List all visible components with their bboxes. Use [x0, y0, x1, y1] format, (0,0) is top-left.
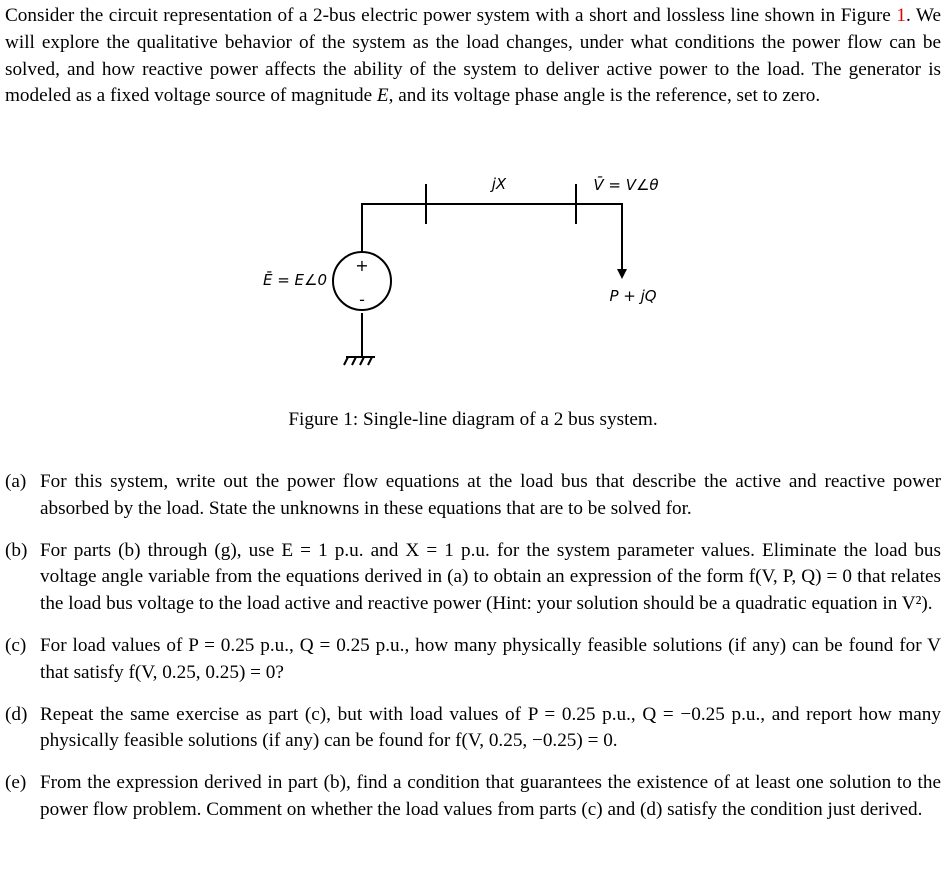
part-label: (d): [5, 703, 28, 725]
load-arrow-icon: [617, 269, 627, 279]
ground-symbol: [344, 313, 375, 365]
part-text: Repeat the same exercise as part (c), but with load values of P = 0.25 p.u., Q = −0.25 p.u., and report how many physically feasible solutions (if any) can be found for f(V, 0.25, −0.25) = 0.: [40, 703, 941, 752]
source-plus-sign: +: [355, 256, 369, 275]
intro-text-end: , and its voltage phase angle is the reference, set to zero.: [388, 85, 821, 107]
question-part-b: [5, 538, 941, 618]
part-text: For parts (b) through (g), use E = 1 p.u. and X = 1 p.u. for the system parameter values. Eliminate the load bus voltage angle variable from the equations derived in (a) to obtain an expression of the form f(V, P, Q) = 0 that relates the load bus voltage to the load active and reactive power (Hint: your solution should be a quadratic equation in V²).: [40, 539, 941, 615]
intro-text-middle: . We will explore the qualitative behavior of the system as the load changes, under what conditions the power flow can be solved, and how reactive power affects the ability of the system to deliver active power to the load. The generator is modeled as a fixed voltage source of magnitude: [5, 5, 941, 107]
part-text: For load values of P = 0.25 p.u., Q = 0.25 p.u., how many physically feasible solutions (if any) can be found for V that satisfy f(V, 0.25, 0.25) = 0?: [40, 634, 941, 683]
figure-reference-link[interactable]: 1: [896, 5, 906, 26]
part-label: (c): [5, 634, 27, 656]
part-text: From the expression derived in part (b), find a condition that guarantees the existence of at least one solution to the power flow problem. Comment on whether the load values from parts (c) and (d) satisfy the condition just derived.: [40, 772, 941, 820]
question-part-a: [5, 469, 941, 523]
part-label: (a): [5, 471, 27, 492]
question-parts-list: [5, 469, 941, 839]
circuit-figure: [5, 3, 941, 430]
part-text: For this system, write out the power flow equations at the load bus that describe the active and reactive power absorbed by the load. State the unknowns in these equations that are to be solved for.: [40, 471, 941, 519]
part-label: (e): [5, 772, 27, 794]
circuit-diagram: [5, 3, 941, 403]
transmission-line-wire: [361, 203, 623, 273]
figure-caption: Figure 1: Single-line diagram of a 2 bus system.: [288, 409, 658, 430]
question-part-d: [5, 702, 941, 756]
question-part-c: [5, 633, 941, 687]
intro-text-start: Consider the circuit representation of a 2-bus electric power system with a short and lossless line shown in Figure: [5, 5, 897, 26]
document-page: [5, 3, 941, 820]
part-label: (b): [5, 539, 28, 561]
question-part-e: [5, 770, 941, 824]
source-voltage-label: Ē = E∠0: [262, 271, 328, 289]
source-minus-sign: -: [359, 290, 365, 309]
line-impedance-label: jX: [491, 175, 507, 193]
load-power-label: P + jQ: [609, 287, 657, 305]
load-bus-voltage-label: V̄ = V∠θ: [593, 176, 659, 194]
intro-E-symbol: E: [376, 85, 389, 107]
